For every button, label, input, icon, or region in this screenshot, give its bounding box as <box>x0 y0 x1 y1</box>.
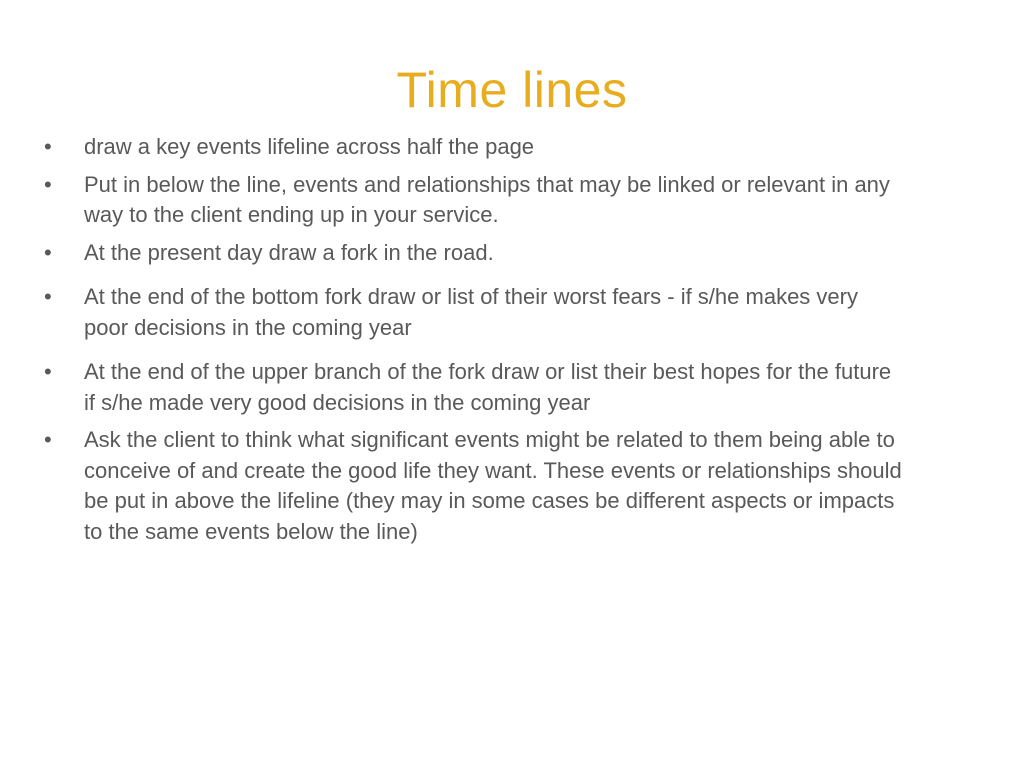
bullet-item <box>44 425 904 547</box>
slide-title: Time lines <box>396 62 628 118</box>
bullet-text: Ask the client to think what significant events might be related to them being able to conceive of and create the good life they want. These events or relationships should be put in above the lifeline (they may in some cases be different aspects or impacts to the same events below the line) <box>84 427 902 544</box>
bullet-item <box>44 357 904 418</box>
bullet-dot-icon: • <box>44 171 52 197</box>
bullet-dot-icon: • <box>44 359 52 384</box>
bullet-text: At the end of the bottom fork draw or list of their worst fears - if s/he makes very poor decisions in the coming year <box>84 284 858 340</box>
bullet-dot-icon: • <box>44 134 52 159</box>
bullet-text: At the present day draw a fork in the road. <box>84 239 494 265</box>
bullet-item <box>44 170 904 231</box>
bullet-list <box>44 132 904 554</box>
bullet-text: Put in below the line, events and relationships that may be linked or relevant in any way to the client ending up in your service. <box>84 171 890 227</box>
bullet-item <box>44 282 904 343</box>
bullet-text: At the end of the upper branch of the fork draw or list their best hopes for the future if s/he made very good decisions in the coming year <box>84 359 892 415</box>
bullet-item <box>44 132 904 163</box>
bullet-text: draw a key events lifeline across half the page <box>84 134 535 159</box>
bullet-dot-icon: • <box>44 284 52 309</box>
bullet-item <box>44 238 904 269</box>
bullet-dot-icon: • <box>44 239 52 265</box>
bullet-dot-icon: • <box>44 427 52 452</box>
